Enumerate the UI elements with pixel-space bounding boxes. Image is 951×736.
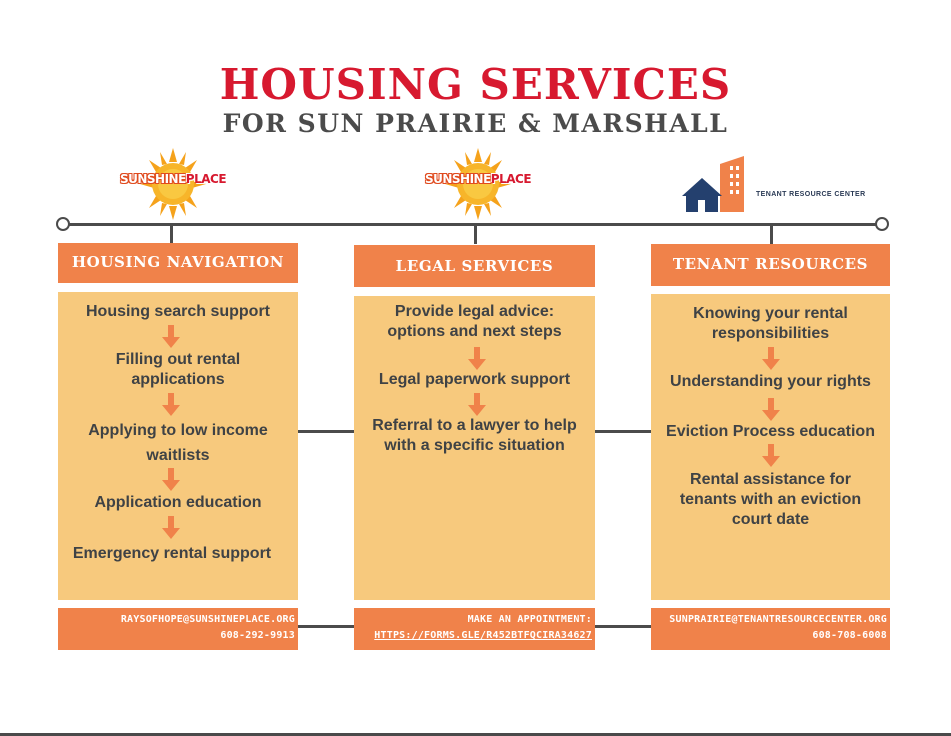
arrow-down-icon [164,325,178,349]
house-icon [682,178,722,212]
arrow-down-icon [164,393,178,417]
list-item: Eviction Process education [666,423,875,440]
arrow-down-icon [764,444,778,468]
timeline-endpoint-left [56,217,70,231]
list-item: Rental assistance for tenants with an eviction court date [679,471,862,528]
arrow-down-icon [164,516,178,540]
timeline-connector [474,224,477,244]
building-icon [720,156,744,212]
contact-phone[interactable]: 608-292-9913 [220,630,295,641]
appointment-link[interactable]: HTTPS://FORMS.GLE/R452BTFQCIRA34627 [374,630,592,641]
arrow-down-icon [764,398,778,422]
tenant-resources-heading: TENANT RESOURCES [651,244,890,286]
sunshine-place-wordmark: SUNSHINEPLACE [424,172,532,186]
footer-connector [298,625,354,628]
legal-services-heading: LEGAL SERVICES [354,245,595,287]
timeline-connector [770,224,773,244]
appointment-label: MAKE AN APPOINTMENT: [467,614,592,625]
housing-navigation-panel [58,292,298,600]
list-item: Filling out rental applications [115,351,241,388]
list-item: Application education [94,494,262,511]
arrow-down-icon [764,347,778,371]
contact-email[interactable]: RAYSOFHOPE@SUNSHINEPLACE.ORG [120,614,295,625]
contact-phone[interactable]: 608-708-6008 [812,630,887,641]
contact-email[interactable]: SUNPRAIRIE@TENANTRESOURCECENTER.ORG [669,614,887,625]
timeline-connector [170,224,173,244]
list-item: Understanding your rights [670,373,871,390]
list-item: Legal paperwork support [378,371,571,388]
timeline-endpoint-right [875,217,889,231]
column-connector [595,430,651,433]
list-item: Provide legal advice: options and next steps [387,303,562,340]
footer-connector [595,625,651,628]
legal-services-contact [354,608,595,650]
tenant-resources-contact [651,608,890,650]
list-item: Housing search support [85,303,271,320]
sunshine-place-logo [118,148,228,220]
arrow-down-icon [470,347,484,371]
page-title: HOUSING SERVICES [219,60,732,109]
housing-navigation-contact [58,608,298,650]
arrow-down-icon [164,468,178,492]
tenant-resource-center-logo: TENANT RESOURCE CENTER [680,156,880,214]
list-item: Applying to low income waitlists [88,422,268,464]
list-item: Knowing your rental responsibilities [693,305,848,342]
page-subtitle: FOR SUN PRAIRIE & MARSHALL [222,109,729,138]
sunshine-place-wordmark: SUNSHINEPLACE [119,172,227,186]
tenant-resources-panel [651,294,890,600]
arrow-down-icon [470,393,484,417]
sunshine-place-logo-2 [423,148,533,220]
legal-services-panel [354,296,595,600]
column-connector [298,430,354,433]
housing-navigation-heading: HOUSING NAVIGATION [58,243,298,283]
list-item: Emergency rental support [72,545,272,562]
list-item: Referral to a lawyer to help with a specific situation [372,417,577,454]
